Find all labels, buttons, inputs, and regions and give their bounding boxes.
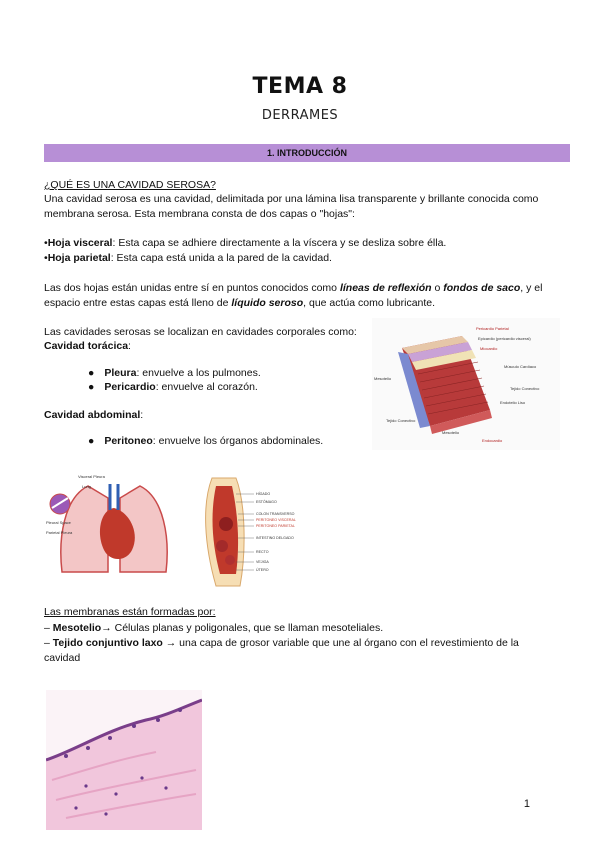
heart-wall-figure bbox=[372, 318, 560, 450]
union-line-2 bbox=[44, 296, 435, 311]
dash: – bbox=[44, 622, 53, 634]
term-pleura: Pleura bbox=[104, 367, 137, 379]
list-item-pericardio: ● Pericardio: envuelve al corazón. bbox=[88, 381, 258, 393]
cavidades-intro: Las cavidades serosas se localizan en cavidades corporales como: bbox=[44, 326, 357, 338]
label-peritoneo-parietal: PERITONEO PARIETAL bbox=[256, 524, 295, 528]
arrow: → bbox=[162, 637, 177, 649]
union-text: , y el bbox=[520, 282, 543, 294]
union-text: Las dos hojas están unidas entre sí en puntos conocidos como bbox=[44, 282, 340, 294]
label-utero: ÚTERO bbox=[256, 568, 269, 572]
label-recto: RECTO bbox=[256, 550, 269, 554]
label-peritoneo-visceral: PERITONEO VISCERAL bbox=[256, 518, 296, 522]
label-tejido-conectivo-2: Tejido Conectivo bbox=[386, 418, 416, 423]
list-item-hoja-visceral: •Hoja visceral: Esta capa se adhiere directamente a la víscera y se desliza sobre élla. bbox=[44, 237, 447, 249]
page-subtitle: DERRAMES bbox=[261, 108, 339, 123]
arrow: → bbox=[101, 622, 112, 634]
question-heading: ¿QUÉ ES UNA CAVIDAD SEROSA? bbox=[44, 179, 216, 191]
text-pleura: : envuelve a los pulmones. bbox=[136, 367, 261, 379]
union-text: espacio entre estas capas está lleno de bbox=[44, 297, 232, 309]
list-item-tejido-conjuntivo bbox=[44, 636, 519, 651]
label-lung: Lung bbox=[82, 484, 91, 489]
label-pleural-space: Pleural Space bbox=[46, 520, 71, 525]
label-mesotelio-2: Mesotelio bbox=[442, 430, 460, 435]
cavidad-toracica-label: Cavidad torácica bbox=[44, 340, 129, 352]
term-liquido-seroso: líquido seroso bbox=[231, 297, 304, 309]
label-epicardio: Epicardio (pericardio visceral) bbox=[478, 336, 531, 341]
text-pericardio: : envuelve al corazón. bbox=[155, 381, 258, 393]
label-higado: HÍGADO bbox=[256, 492, 271, 496]
pleura-figure bbox=[44, 468, 184, 586]
definition-line-2: membrana serosa. Esta membrana consta de dos capas o "hojas": bbox=[44, 208, 355, 220]
label-visceral-pleura: Visceral Pleura bbox=[78, 474, 105, 479]
dash: – bbox=[44, 637, 53, 649]
cavidad-abdominal-label: Cavidad abdominal bbox=[44, 409, 141, 421]
label-vejiga: VEJIGA bbox=[256, 560, 269, 564]
peritoneum-figure bbox=[196, 474, 308, 590]
label-miocardio: Miocardio bbox=[480, 346, 498, 351]
label-estomago: ESTÓMAGO bbox=[256, 500, 277, 504]
text-hoja-visceral: : Esta capa se adhiere directamente a la víscera y se desliza sobre élla. bbox=[112, 237, 447, 249]
term-fondos-saco: fondos de saco bbox=[443, 282, 521, 294]
union-line-1 bbox=[44, 281, 542, 296]
cavidad-abdominal-heading bbox=[44, 408, 143, 423]
label-endotelio: Endotelio Liso bbox=[500, 400, 526, 405]
label-endocardio: Endocardio bbox=[482, 438, 503, 443]
histology-figure bbox=[46, 690, 202, 830]
section-heading-bar bbox=[44, 144, 570, 162]
term-tejido-conjuntivo: Tejido conjuntivo laxo bbox=[52, 637, 163, 649]
text-tejido-conjuntivo: una capa de grosor variable que une al órgano con el revestimiento de la bbox=[176, 637, 519, 649]
union-text: o bbox=[431, 282, 444, 294]
page-number: 1 bbox=[523, 798, 530, 810]
label-intestino-delgado: INTESTINO DELGADO bbox=[256, 536, 294, 540]
list-item-mesotelio bbox=[44, 621, 383, 636]
membranas-heading: Las membranas están formadas por: bbox=[44, 606, 216, 618]
definition-line-1: Una cavidad serosa es una cavidad, delimitada por una lámina lisa transparente y brillante conocida como bbox=[44, 193, 539, 205]
label-pericardio-parietal: Pericardio Parietal bbox=[476, 326, 509, 331]
term-hoja-parietal: Hoja parietal bbox=[47, 252, 111, 264]
text-peritoneo: : envuelve los órganos abdominales. bbox=[152, 435, 324, 447]
section-heading: 1. INTRODUCCIÓN bbox=[266, 148, 347, 158]
cavidad-toracica-heading bbox=[44, 339, 131, 354]
page-title: TEMA 8 bbox=[252, 74, 348, 99]
label-colon-transverso: COLON TRANSVERSO bbox=[256, 512, 295, 516]
text-mesotelio: Células planas y poligonales, que se llaman mesoteliales. bbox=[111, 622, 384, 634]
colon: : bbox=[128, 340, 131, 352]
term-pericardio: Pericardio bbox=[104, 381, 156, 393]
list-item-hoja-parietal: •Hoja parietal: Esta capa está unida a la pared de la cavidad. bbox=[44, 252, 332, 264]
label-parietal-pleura: Parietal Pleura bbox=[46, 530, 73, 535]
colon: : bbox=[140, 409, 144, 421]
list-item-pleura: ● Pleura: envuelve a los pulmones. bbox=[88, 367, 261, 379]
term-hoja-visceral: Hoja visceral bbox=[47, 237, 113, 249]
label-musculo-cardiaco: Músculo Cardíaco bbox=[504, 364, 537, 369]
label-tejido-conectivo: Tejido Conectivo bbox=[510, 386, 540, 391]
term-lineas-reflexion: líneas de reflexión bbox=[339, 282, 432, 294]
list-item-peritoneo: ● Peritoneo: envuelve los órganos abdominales. bbox=[88, 435, 324, 447]
union-text: , que actúa como lubricante. bbox=[303, 297, 436, 309]
label-mesotelio: Mesotelio bbox=[374, 376, 392, 381]
text-hoja-parietal: : Esta capa está unida a la pared de la cavidad. bbox=[110, 252, 332, 264]
term-peritoneo: Peritoneo bbox=[104, 435, 153, 447]
term-mesotelio: Mesotelio bbox=[52, 622, 102, 634]
membranas-continuation: cavidad bbox=[44, 652, 81, 664]
